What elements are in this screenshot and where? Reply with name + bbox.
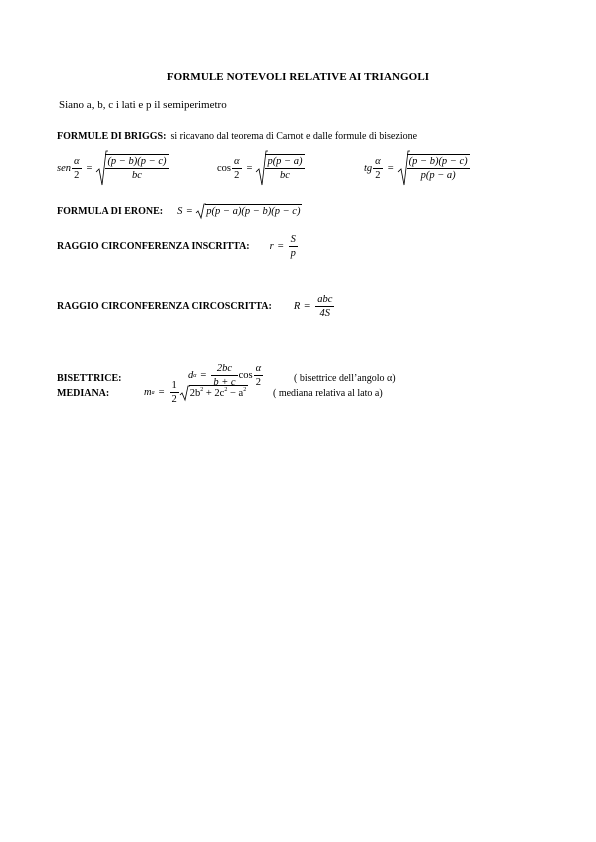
bisettrice-label: BISETTRICE: <box>57 373 122 384</box>
circoscritta-label: RAGGIO CIRCONFERENZA CIRCOSCRITTA: <box>57 301 272 312</box>
briggs-description: si ricavano dal teorema di Carnot e dalle formule di bisezione <box>170 131 418 142</box>
formula-bisettrice: d α = $\frac{2bc}{b + c}$ cos $\frac{\alpha}{2}$ <box>188 363 262 388</box>
briggs-heading <box>57 126 417 144</box>
alpha-half-fraction: $\frac{\alpha}{2}$ <box>375 155 381 181</box>
cos-function: cos <box>217 162 231 174</box>
circoscritta-section <box>57 293 335 320</box>
formula-cos: cos $\frac{\alpha}{2}$ = $\frac{p(p - a)}{bc}$ <box>217 150 306 186</box>
inscritta-label: RAGGIO CIRCONFERENZA INSCRITTA: <box>57 241 250 252</box>
sqrt-symbol <box>196 203 205 219</box>
formula-circoscritta: R = $\frac{\text{abc}}{4S}$ <box>293 294 333 319</box>
mediana-label: MEDIANA: <box>57 388 110 399</box>
sen-function: sen <box>57 162 71 174</box>
briggs-label: FORMULE DI BRIGGS: <box>57 131 167 142</box>
erone-section <box>57 203 302 219</box>
alpha-half-fraction: $\frac{\alpha}{2}$ <box>74 155 80 181</box>
sen-radicand: $\frac{(p - b)(p - c)}{bc}$ <box>107 155 167 181</box>
circoscritta-fraction: $\frac{\text{abc}}{4S}$ <box>317 294 333 319</box>
cos-radicand: $\frac{p(p - a)}{bc}$ <box>267 155 303 181</box>
formula-inscritta: r = $\frac{S}{p}$ <box>269 234 296 259</box>
inscritta-fraction: $\frac{S}{p}$ <box>290 234 296 259</box>
tg-function: tg <box>364 162 373 174</box>
bisettrice-fraction: $\frac{2bc}{b + c}$ <box>213 363 236 388</box>
bisettrice-note: ( bisettrice dell’angolo α) <box>294 373 396 384</box>
one-half-fraction: $\frac{1}{2}$ <box>171 380 177 405</box>
mediana-note: ( mediana relativa al lato a) <box>273 388 383 399</box>
formula-sen: sen $\frac{\alpha}{2}$ = $\frac{(p - b)(p - c)}{bc}$ <box>57 150 170 186</box>
intro-text: Siano a, b, c i lati e p il semiperimetro <box>59 99 227 111</box>
alpha-half-fraction: $\frac{\alpha}{2}$ <box>255 363 262 388</box>
formula-mediana: m a = $\frac{1}{2}$ $2b^2 + 2c^2 - a^2$ <box>144 380 247 405</box>
mediana-radicand: $2b^2 + 2c^2 - a^2$ <box>189 387 247 399</box>
page-title: FORMULE NOTEVOLI RELATIVE AI TRIANGOLI <box>166 71 430 83</box>
tg-radicand: $\frac{(p - b)(p - c)}{p(p - a)}$ <box>408 155 468 181</box>
erone-radicand: p(p − a)(p − b)(p − c) <box>206 206 301 217</box>
formula-erone: S = p(p − a)(p − b)(p − c) <box>177 203 302 219</box>
erone-label: FORMULA DI ERONE: <box>57 205 164 217</box>
sqrt-symbol <box>180 385 189 401</box>
formula-tg: tg $\frac{\alpha}{2}$ = $\frac{(p - b)(p - c)}{p(p - a)}$ <box>364 150 471 186</box>
alpha-half-fraction: $\frac{\alpha}{2}$ <box>234 155 240 181</box>
inscritta-section <box>57 233 299 260</box>
